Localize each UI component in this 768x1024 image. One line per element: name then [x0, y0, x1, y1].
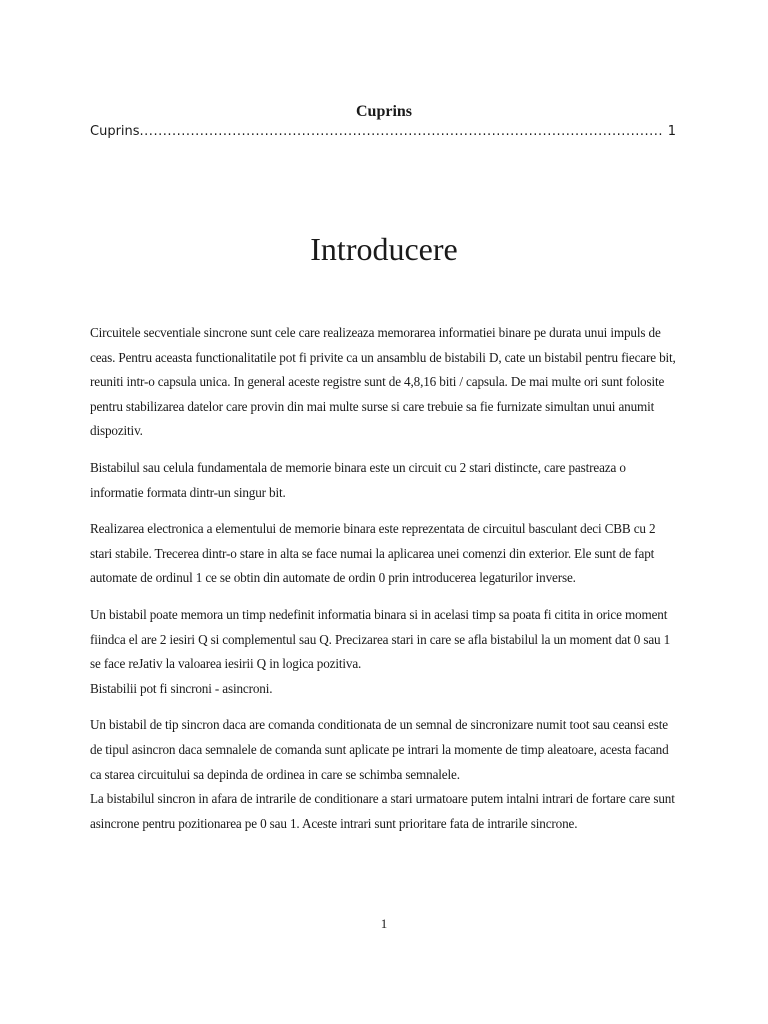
- toc-title: Cuprins: [355, 103, 413, 120]
- body-text: [90, 321, 680, 848]
- page-number: 1: [380, 916, 388, 931]
- toc-entry-page[interactable]: 1: [667, 124, 676, 139]
- paragraph: Realizarea electronica a elementului de memorie binara este reprezentata de circuitul basculant deci CBB cu 2 stari stabile. Trecerea dintr-o stare in alta se face numai la aplicarea unei comenzi din exterior. Ele sunt de fapt automate de ordinul 1 ce se obtin din automate de ordin 0 prin introducerea legaturilor inverse.: [90, 521, 656, 586]
- paragraph: La bistabilul sincron in afara de intrarile de conditionare a stari urmatoare putem intalni intrari de fortare care sunt asincrone pentru pozitionarea pe 0 sau 1. Aceste intrari sunt prioritare fata de intrarile sincrone.: [90, 791, 675, 831]
- paragraph: Bistabilii pot fi sincroni - asincroni.: [90, 680, 273, 696]
- paragraph: Bistabilul sau celula fundamentala de memorie binara este un circuit cu 2 stari distincte, care pastreaza o informatie formata dintr-un singur bit.: [90, 459, 626, 500]
- paragraph: Un bistabil de tip sincron daca are comanda conditionata de un semnal de sincronizare numit toot sau ceansi este de tipul asincron daca semnalele de comanda sunt aplicate pe intrari la momente de timp aleatoare, acesta facand ca starea circuitului sa depinda de ordinea in care se schimba semnalele.: [90, 717, 669, 782]
- paragraph: Un bistabil poate memora un timp nedefinit informatia binara si in acelasi timp sa poata fi citita in orice moment fiindca el are 2 iesiri Q si complementul sau Q. Precizarea stari in care se afla bistabilul la un moment dat 0 sau 1 se face reJativ la valoarea iesirii Q in logica pozitiva.: [90, 606, 671, 672]
- section-heading: Introducere: [310, 231, 458, 268]
- toc-dot-leader: [140, 121, 664, 143]
- toc-entry-label[interactable]: Cuprins: [90, 124, 140, 139]
- paragraph: Circuitele secventiale sincrone sunt cele care realizeaza memorarea informatiei binare pe durata unui impuls de ceas. Pentru aceasta functionalitatile pot fi privite ca un ansamblu de bistabili D, cate un bistabil pentru fiecare bit, reuniti intr-o capsula unica. In general aceste registre sunt de 4,8,16 biti / capsula. De mai multe ori sunt folosite pentru stabilizarea datelor care provin din mai multe surse si care trebuie sa fie furnizate simultan unui anumit dispozitiv.: [90, 325, 676, 439]
- toc-entry[interactable]: [90, 121, 676, 143]
